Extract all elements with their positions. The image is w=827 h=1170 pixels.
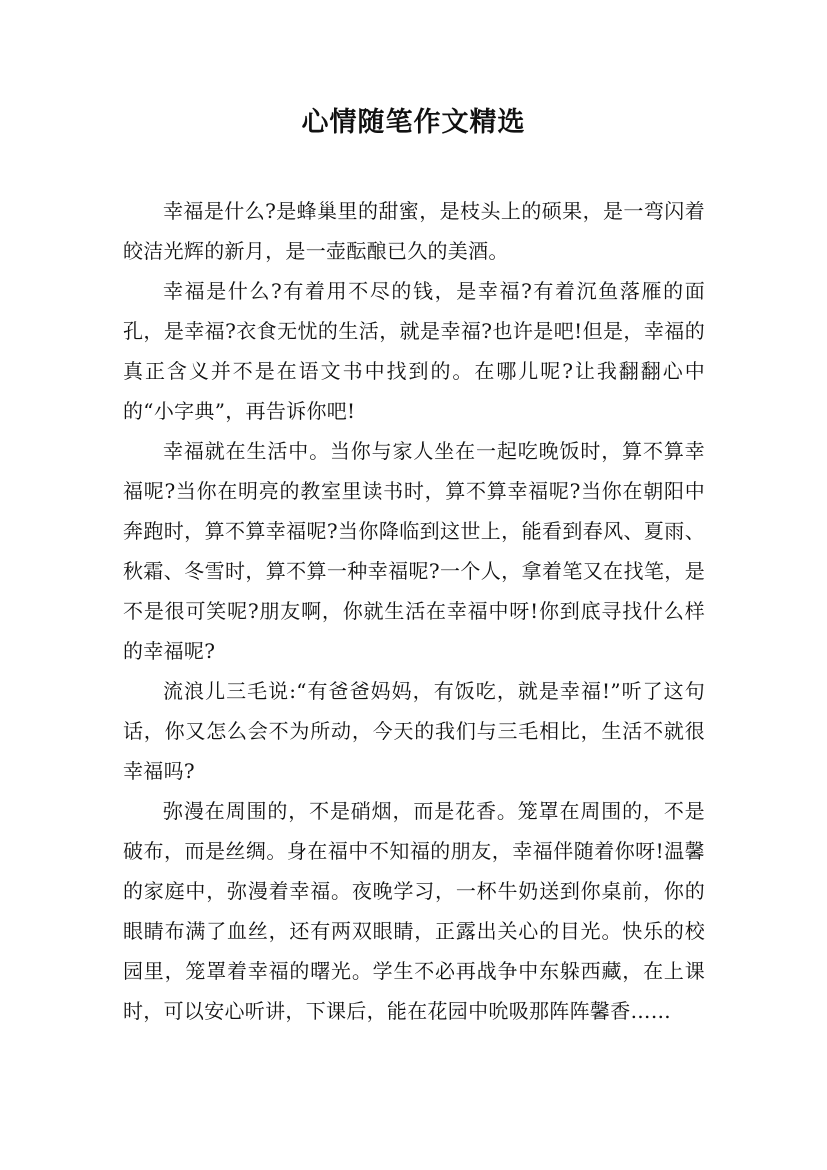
paragraph-4: 流浪儿三毛说:“有爸爸妈妈，有饭吃，就是幸福!”听了这句话，你又怎么会不为所动，今天的我们与三毛相比，生活不就很幸福吗? [123, 679, 705, 783]
paragraph-1: 幸福是什么?是蜂巢里的甜蜜，是枝头上的硕果，是一弯闪着皎洁光辉的新月，是一壶酝酿已久的美酒。 [123, 199, 705, 263]
paragraph-3: 幸福就在生活中。当你与家人坐在一起吃晚饭时，算不算幸福呢?当你在明亮的教室里读书时，算不算幸福呢?当你在朝阳中奔跑时，算不算幸福呢?当你降临到这世上，能看到春风、夏雨、秋霜、冬雪时，算不算一种幸福呢?一个人，拿着笔又在找笔，是不是很可笑呢?朋友啊，你就生活在幸福中呀!你到底寻找什么样的幸福呢? [123, 439, 705, 663]
document-body [123, 191, 705, 1031]
document-title: 心情随笔作文精选 [301, 107, 526, 138]
paragraph-5: 弥漫在周围的，不是硝烟，而是花香。笼罩在周围的，不是破布，而是丝绸。身在福中不知福的朋友，幸福伴随着你呀!温馨的家庭中，弥漫着幸福。夜晚学习，一杯牛奶送到你桌前，你的眼睛布满了血丝，还有两双眼睛，正露出关心的目光。快乐的校园里，笼罩着幸福的曙光。学生不必再战争中东躲西藏，在上课时，可以安心听讲，下课后，能在花园中吮吸那阵阵馨香…… [123, 799, 705, 1023]
paragraph-2: 幸福是什么?有着用不尽的钱，是幸福?有着沉鱼落雁的面孔，是幸福?衣食无忧的生活，就是幸福?也许是吧!但是，幸福的真正含义并不是在语文书中找到的。在哪儿呢?让我翻翻心中的“小字典”，再告诉你吧! [123, 279, 705, 423]
